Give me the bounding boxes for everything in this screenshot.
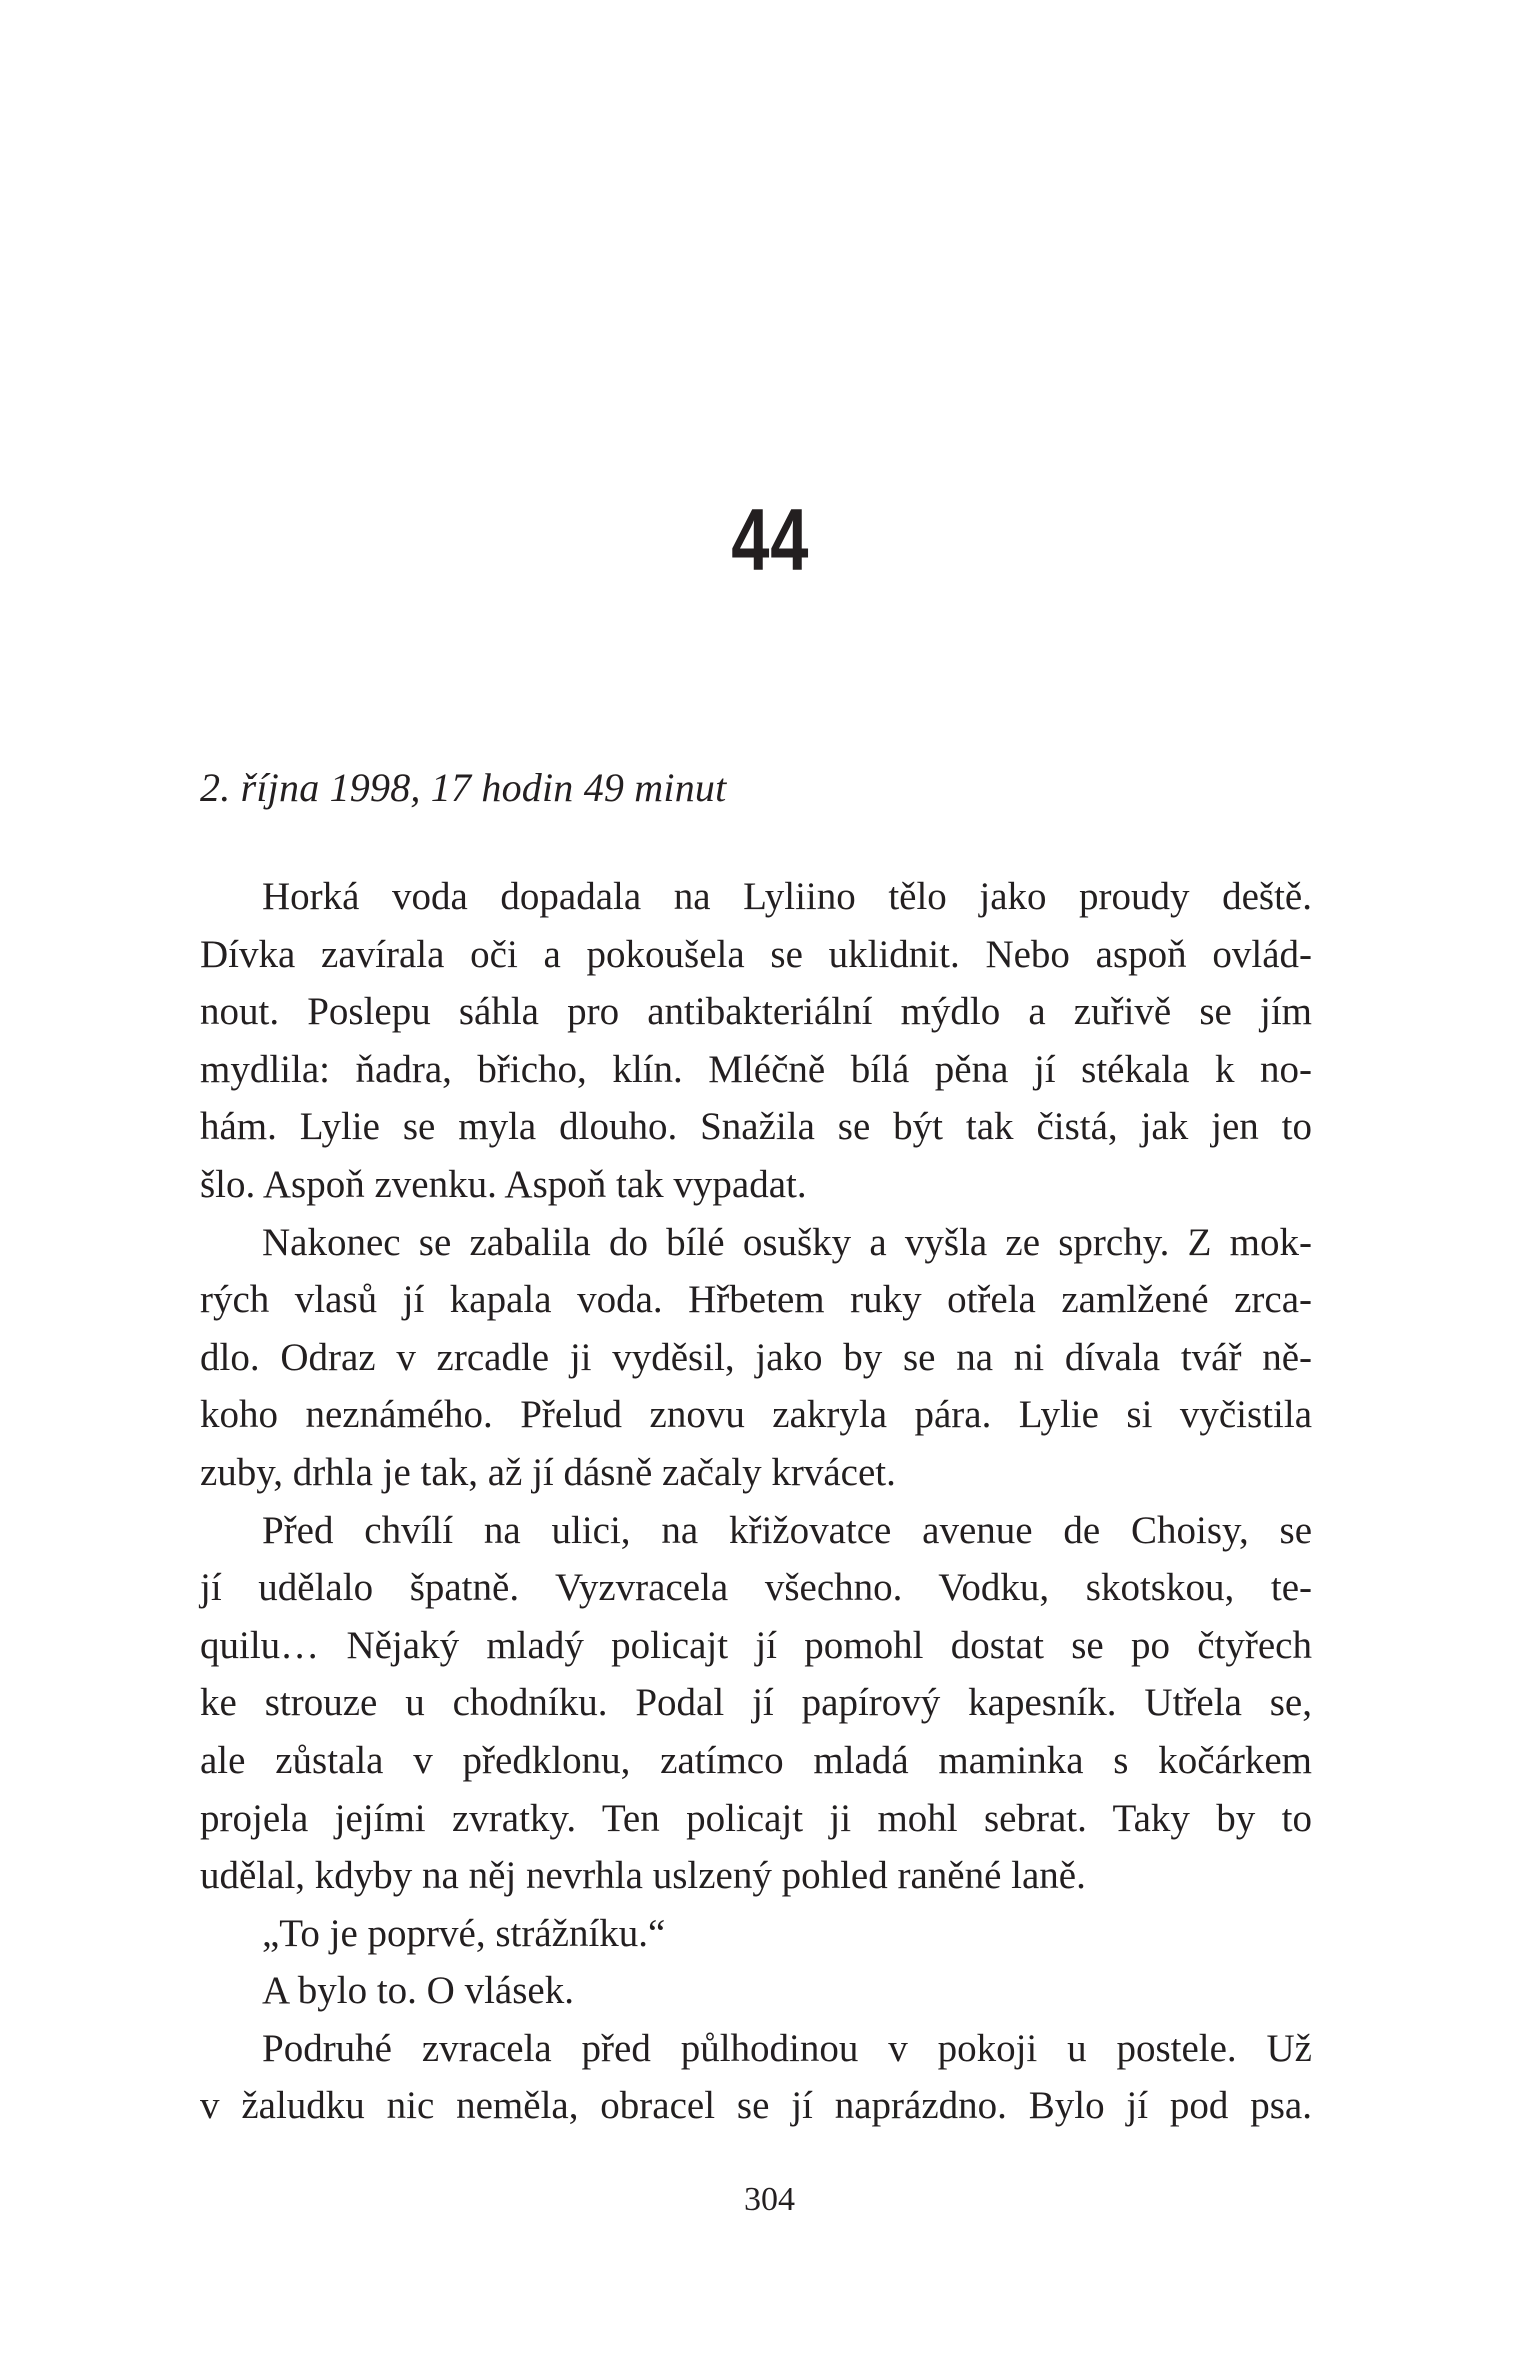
text-line: šlo. Aspoň zvenku. Aspoň tak vypadat. (200, 1162, 807, 1206)
page-number: 304 (744, 2181, 795, 2218)
text-line: Podruhé zvracela před půlhodinou v pokoji u postele. Už (262, 2026, 1312, 2070)
text-line: mydlila: ňadra, břicho, klín. Mléčně bílá pěna jí stékala k no- (200, 1047, 1312, 1091)
text-line: ke strouze u chodníku. Podal jí papírový kapesník. Utřela se, (200, 1681, 1312, 1725)
text-line: A bylo to. O vlásek. (262, 1969, 574, 2013)
text-line: v žaludku nic neměla, obracel se jí naprázdno. Bylo jí pod psa. (200, 2084, 1312, 2128)
text-line: zuby, drhla je tak, až jí dásně začaly krvácet. (200, 1450, 896, 1494)
text-line: quilu… Nějaký mladý policajt jí pomohl dostat se po čtyřech (200, 1623, 1312, 1667)
text-line: Před chvílí na ulici, na křižovatce avenue de Choisy, se (262, 1508, 1312, 1552)
chapter-dateline: 2. října 1998, 17 hodin 49 minut (200, 765, 727, 810)
body-text (200, 868, 1312, 2135)
text-line: Horká voda dopadala na Lyliino tělo jako proudy deště. (262, 875, 1312, 918)
text-line: „To je poprvé, strážníku.“ (262, 1911, 666, 1955)
text-line: dlo. Odraz v zrcadle ji vyděsil, jako by se na ni dívala tvář ně- (200, 1335, 1312, 1379)
text-line: udělal, kdyby na něj nevrhla uslzený pohled raněné laně. (200, 1854, 1086, 1898)
text-line: koho neznámého. Přelud znovu zakryla pára. Lylie si vyčistila (200, 1393, 1312, 1437)
text-line: hám. Lylie se myla dlouho. Snažila se být tak čistá, jak jen to (200, 1105, 1312, 1149)
text-line: Dívka zavírala oči a pokoušela se uklidnit. Nebo aspoň ovlád- (200, 932, 1312, 976)
text-line: ale zůstala v předklonu, zatímco mladá maminka s kočárkem (200, 1738, 1312, 1782)
text-line: nout. Poslepu sáhla pro antibakteriální mýdlo a zuřivě se jím (200, 990, 1312, 1034)
text-line: rých vlasů jí kapala voda. Hřbetem ruky otřela zamlžené zrca- (200, 1278, 1312, 1322)
text-line: jí udělalo špatně. Vyzvracela všechno. Vodku, skotskou, te- (200, 1566, 1312, 1610)
chapter-number: 44 (731, 490, 810, 589)
text-line: Nakonec se zabalila do bílé osušky a vyšla ze sprchy. Z mok- (262, 1220, 1312, 1264)
text-line: projela jejími zvratky. Ten policajt ji mohl sebrat. Taky by to (200, 1796, 1312, 1840)
